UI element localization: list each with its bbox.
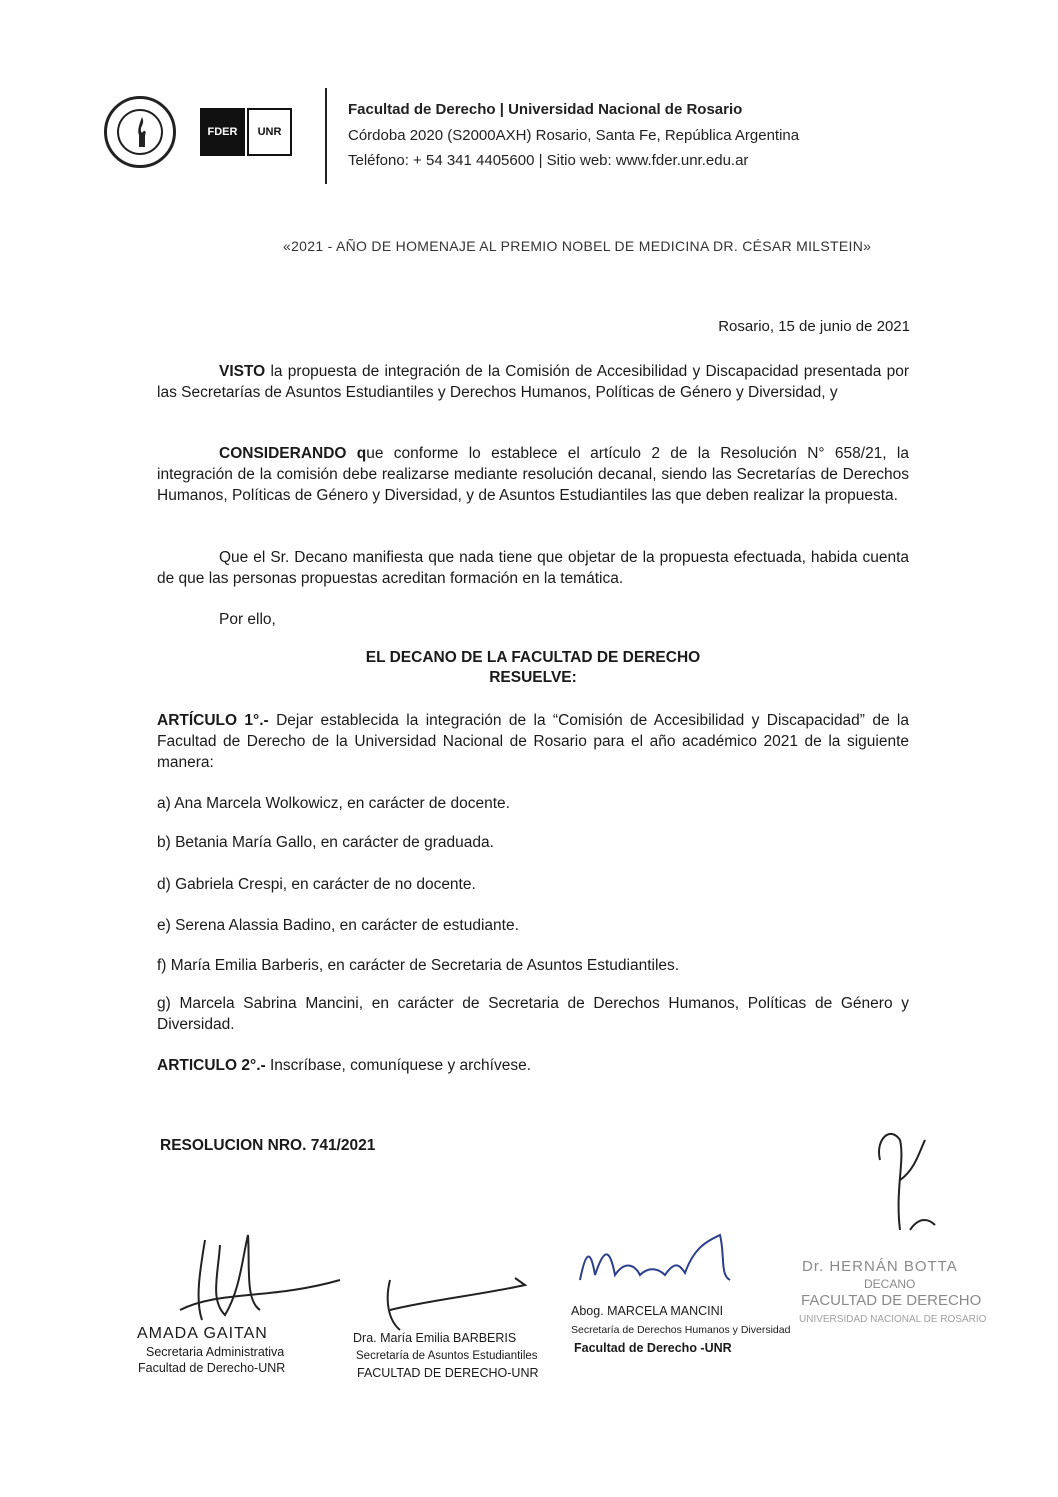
articulo-2-text: Inscríbase, comuníquese y archívese. <box>265 1057 532 1074</box>
signature-barberis-name: Dra. María Emilia BARBERIS <box>353 1331 517 1345</box>
signature-mancini-org: Facultad de Derecho -UNR <box>574 1341 732 1355</box>
member-item: a) Ana Marcela Wolkowicz, en carácter de docente. <box>157 795 510 812</box>
header-contact: Teléfono: + 54 341 4405600 | Sitio web: www.fder.unr.edu.ar <box>348 152 749 169</box>
fder-logo: FDER <box>200 108 245 156</box>
header-address: Córdoba 2020 (S2000AXH) Rosario, Santa Fe, República Argentina <box>348 127 800 144</box>
que-paragraph: Que el Sr. Decano manifiesta que nada tiene que objetar de la propuesta efectuada, habida cuenta de que las personas propuestas acreditan formación en la temática. <box>157 549 909 587</box>
member-item: e) Serena Alassia Badino, en carácter de estudiante. <box>157 917 519 934</box>
signature-gaitan-name: AMADA GAITAN <box>137 1325 268 1342</box>
visto-text: la propuesta de integración de la Comisión de Accesibilidad y Discapacidad presentada por las Secretarías de Asuntos Estudiantiles y Derechos Humanos, Políticas de Género y Diversidad, y <box>157 363 909 401</box>
resolve-title-line-2: RESUELVE: <box>489 669 577 686</box>
header-divider <box>325 88 327 184</box>
considerando-text: ue conforme lo establece el artículo 2 de la Resolución N° 658/21, la integración de la comisión debe realizarse mediante resolución decanal, siendo las Secretarías de Derechos Humanos, Políticas de Género y Diversidad, y de Asuntos Estudiantiles las que deben realizar la propuesta. <box>157 445 909 504</box>
document-date: Rosario, 15 de junio de 2021 <box>718 318 910 335</box>
articulo-1-text: Dejar establecida la integración de la “Comisión de Accesibilidad y Discapacidad” de la Facultad de Derecho de la Universidad Nacional de Rosario para el año académico 2021 de la siguiente manera: <box>157 712 909 771</box>
signature-botta-org: FACULTAD DE DERECHO <box>801 1292 982 1309</box>
signature-mancini-role: Secretaría de Derechos Humanos y Diversidad <box>571 1324 791 1336</box>
visto-lead: VISTO <box>219 363 266 380</box>
signature-barberis-org: FACULTAD DE DERECHO-UNR <box>357 1366 539 1380</box>
por-ello: Por ello, <box>219 611 276 628</box>
signature-botta-name: Dr. HERNÁN BOTTA <box>802 1258 958 1275</box>
articulo-2 <box>157 1055 909 1076</box>
signature-mancini-name: Abog. MARCELA MANCINI <box>571 1304 724 1318</box>
signature-botta-scribble <box>860 1120 950 1250</box>
signature-mancini-scribble <box>570 1225 750 1295</box>
header-title: Facultad de Derecho | Universidad Nacional de Rosario <box>348 101 743 118</box>
articulo-1 <box>157 710 909 773</box>
signature-gaitan-scribble <box>150 1220 350 1330</box>
member-item: g) Marcela Sabrina Mancini, en carácter de Secretaria de Derechos Humanos, Políticas de Género y Diversidad. <box>157 995 909 1033</box>
torch-icon <box>136 117 148 147</box>
articulo-2-lead: ARTICULO 2°.- <box>157 1057 266 1074</box>
signature-gaitan-org: Facultad de Derecho-UNR <box>138 1361 286 1375</box>
university-seal-logo <box>104 96 176 168</box>
resolution-number: RESOLUCION NRO. 741/2021 <box>160 1137 376 1154</box>
seal-inner-ring <box>117 109 163 155</box>
unr-logo: UNR <box>247 108 292 156</box>
articulo-1-lead: ARTÍCULO 1°.- <box>157 712 269 729</box>
signature-gaitan-role: Secretaria Administrativa <box>146 1345 285 1359</box>
signature-barberis-role: Secretaría de Asuntos Estudiantiles <box>356 1350 538 1362</box>
member-item: d) Gabriela Crespi, en carácter de no docente. <box>157 876 476 893</box>
resolve-title-line-1: EL DECANO DE LA FACULTAD DE DERECHO <box>365 649 701 666</box>
signature-botta-role: DECANO <box>864 1277 916 1291</box>
considerando-paragraph <box>157 443 909 506</box>
member-item: b) Betania María Gallo, en carácter de graduada. <box>157 834 494 851</box>
member-item: f) María Emilia Barberis, en carácter de Secretaria de Asuntos Estudiantiles. <box>157 957 680 974</box>
year-banner: «2021 - AÑO DE HOMENAJE AL PREMIO NOBEL DE MEDICINA DR. CÉSAR MILSTEIN» <box>283 238 872 254</box>
visto-paragraph <box>157 361 909 403</box>
considerando-lead: CONSIDERANDO q <box>219 445 367 462</box>
signature-botta-univ: UNIVERSIDAD NACIONAL DE ROSARIO <box>799 1314 987 1325</box>
